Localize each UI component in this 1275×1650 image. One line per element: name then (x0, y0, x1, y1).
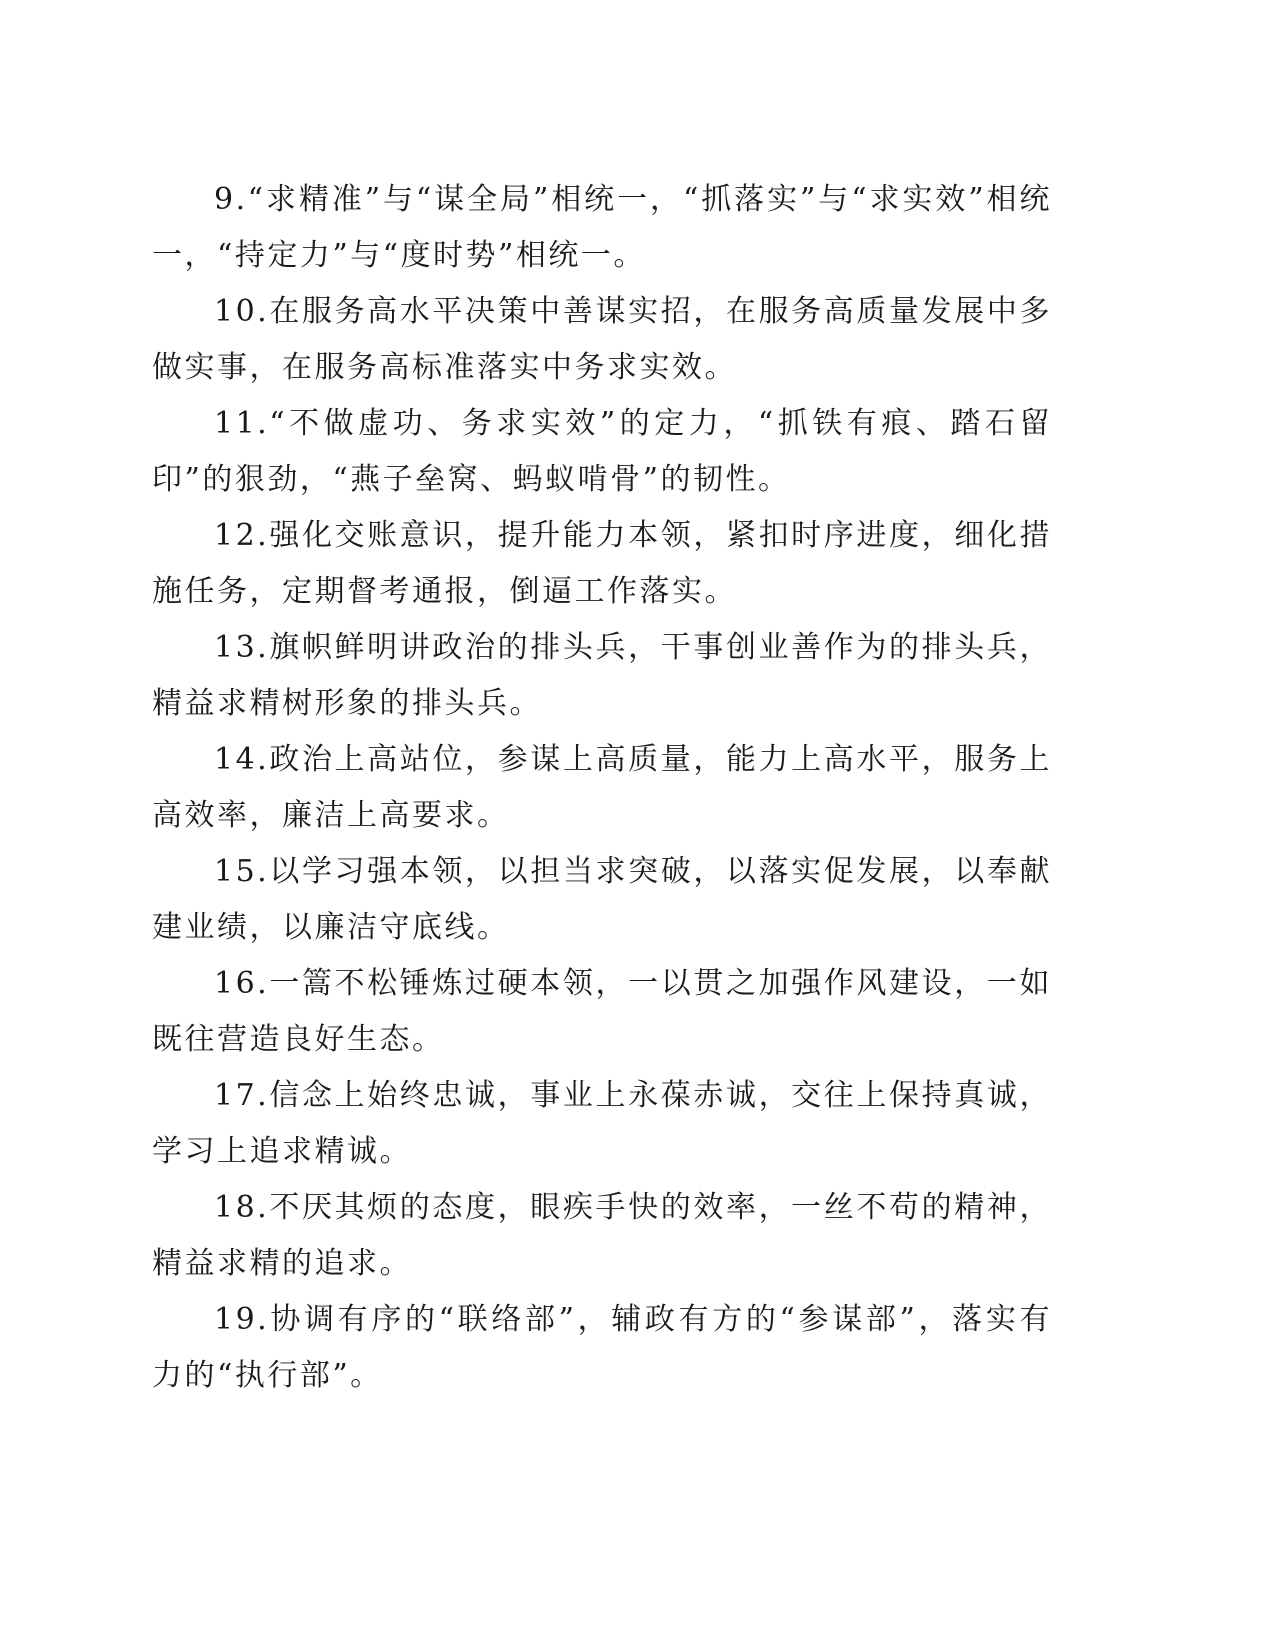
paragraph-item-18: 18.不厌其烦的态度，眼疾手快的效率，一丝不苟的精神，精益求精的追求。 (152, 1190, 1052, 1281)
document-body (152, 172, 1052, 1404)
paragraph-item-17: 17.信念上始终忠诚，事业上永葆赤诚，交往上保持真诚，学习上追求精诚。 (152, 1078, 1052, 1169)
paragraph-item-14: 14.政治上高站位，参谋上高质量，能力上高水平，服务上高效率，廉洁上高要求。 (152, 742, 1052, 833)
paragraph-item-10: 10.在服务高水平决策中善谋实招，在服务高质量发展中多做实事，在服务高标准落实中务求实效。 (152, 294, 1052, 385)
paragraph-item-15: 15.以学习强本领，以担当求突破，以落实促发展，以奉献建业绩，以廉洁守底线。 (152, 854, 1052, 945)
paragraph-item-12: 12.强化交账意识，提升能力本领，紧扣时序进度，细化措施任务，定期督考通报，倒逼工作落实。 (152, 518, 1052, 609)
paragraph-item-9: 9.“求精准”与“谋全局”相统一，“抓落实”与“求实效”相统一，“持定力”与“度时势”相统一。 (152, 182, 1052, 273)
paragraph-item-13: 13.旗帜鲜明讲政治的排头兵，干事创业善作为的排头兵，精益求精树形象的排头兵。 (152, 630, 1052, 721)
paragraph-item-19: 19.协调有序的“联络部”，辅政有方的“参谋部”，落实有力的“执行部”。 (152, 1302, 1052, 1393)
paragraph-item-11: 11.“不做虚功、务求实效”的定力，“抓铁有痕、踏石留印”的狠劲，“燕子垒窝、蚂蚁啃骨”的韧性。 (152, 406, 1052, 497)
paragraph-item-16: 16.一篙不松锤炼过硬本领，一以贯之加强作风建设，一如既往营造良好生态。 (152, 966, 1052, 1057)
